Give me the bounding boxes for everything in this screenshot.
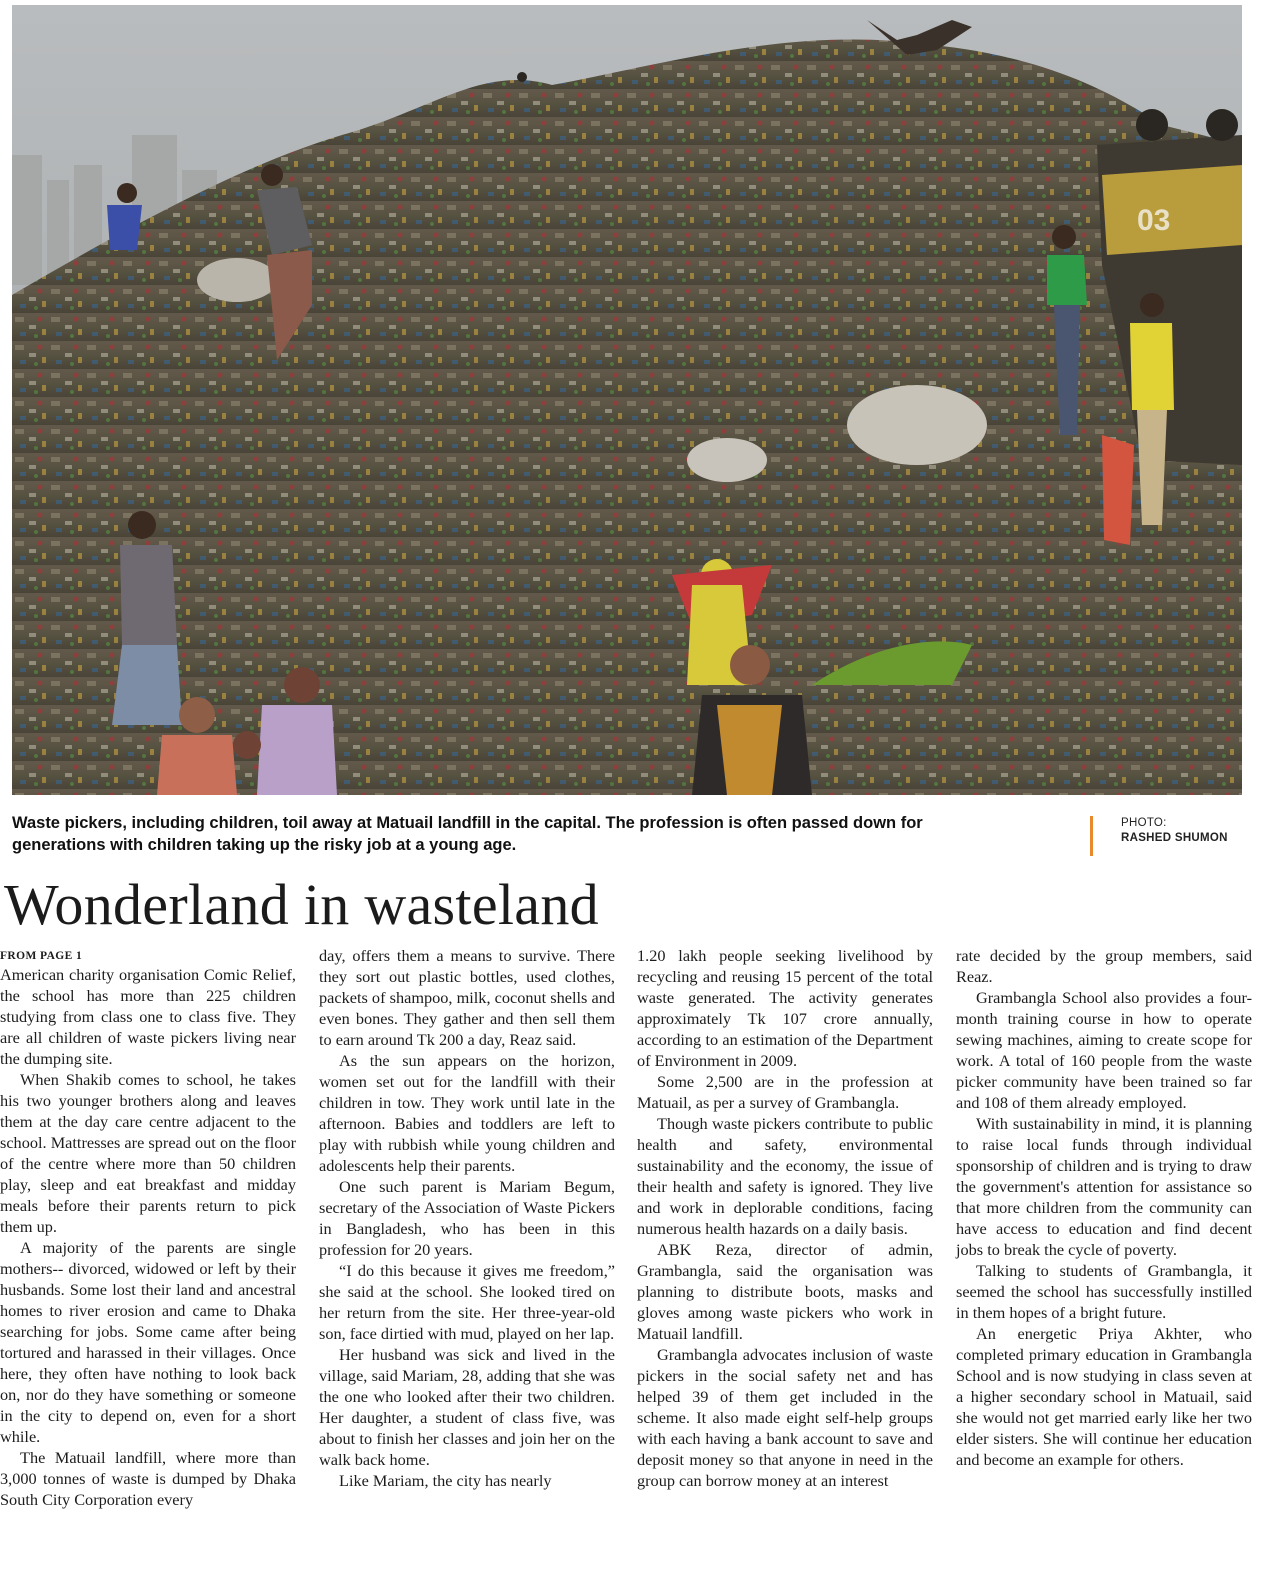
- article-column-1: [0, 948, 296, 1510]
- from-page-label: FROM PAGE 1: [0, 950, 83, 962]
- article-column-4: [956, 945, 1252, 1470]
- photo-credit: [1090, 816, 1228, 856]
- photo-credit-name: RASHED SHUMON: [1121, 832, 1228, 844]
- photo-credit-label: PHOTO:: [1121, 817, 1167, 829]
- paragraph: American charity organisation Comic Relief, the school has more than 225 children studying from class one to class five. They are all children of waste pickers living near the dumping site.: [0, 965, 296, 1068]
- paragraph: Grambangla advocates inclusion of waste pickers in the social safety net and has helped 39 of them get included in the scheme. It also made eight self-help groups with each having a bank account to save and deposit money so that anyone in need in the group can borrow money at an interest: [637, 1345, 933, 1490]
- paragraph: Grambangla School also provides a four-month training course in how to operate sewing machines, aiming to create scope for work. A total of 160 people from the waste picker community have been trained so far and 108 of them already employed.: [956, 988, 1252, 1112]
- svg-text:03: 03: [1137, 204, 1171, 237]
- paragraph: Talking to students of Grambangla, it seemed the school has successfully instilled in them hopes of a bright future.: [956, 1261, 1252, 1322]
- article-column-2: [319, 945, 615, 1491]
- paragraph: Some 2,500 are in the profession at Matuail, as per a survey of Grambangla.: [637, 1072, 933, 1112]
- landfill-photo: [12, 5, 1242, 795]
- paragraph: Though waste pickers contribute to public health and safety, environmental sustainability and the economy, the issue of their health and safety is ignored. They live and work in deplorable conditions, facing numerous health hazards on a daily basis.: [637, 1114, 933, 1238]
- article-headline: Wonderland in wasteland: [4, 872, 599, 937]
- landfill-illustration: [12, 5, 1242, 795]
- paragraph: As the sun appears on the horizon, women set out for the landfill with their children in tow. They work until late in the afternoon. Babies and toddlers are left to play with rubbish while young children and adolescents help their parents.: [319, 1051, 615, 1175]
- paragraph: One such parent is Mariam Begum, secretary of the Association of Waste Pickers in Bangladesh, who has been in this profession for 20 years.: [319, 1177, 615, 1259]
- paragraph: A majority of the parents are single mothers-- divorced, widowed or left by their husbands. Some lost their land and ancestral homes to river erosion and came to Dhaka searching for jobs. Some came after being tortured and harassed in their villages. Once here, they often have nothing to look back on, nor do they have something or someone in the city to depend on, even for a short while.: [0, 1238, 296, 1446]
- paragraph: When Shakib comes to school, he takes his two younger brothers along and leaves them at the day care centre adjacent to the school. Mattresses are spread out on the floor of the centre where more than 50 children play, sleep and eat breakfast and midday meals before their parents return to pick them up.: [0, 1070, 296, 1236]
- paragraph: “I do this because it gives me freedom,” she said at the school. She looked tired on her return from the site. Her three-year-old son, face dirtied with mud, played on her lap.: [319, 1261, 615, 1343]
- paragraph: The Matuail landfill, where more than 3,000 tonnes of waste is dumped by Dhaka South City Corporation every: [0, 1448, 296, 1509]
- photo-caption: Waste pickers, including children, toil away at Matuail landfill in the capital. The profession is often passed down for generations with children taking up the risky job at a young age.: [12, 814, 923, 854]
- paragraph: ABK Reza, director of admin, Grambangla, said the organisation was planning to distribute boots, masks and gloves among waste pickers who work in Matuail landfill.: [637, 1240, 933, 1343]
- article-column-3: [637, 945, 933, 1491]
- paragraph: With sustainability in mind, it is planning to raise local funds through individual sponsorship of children and is trying to draw the government's attention for assistance so that more children from the community can have access to education and find decent jobs to break the cycle of poverty.: [956, 1114, 1252, 1259]
- paragraph: An energetic Priya Akhter, who completed primary education in Grambangla School and is now studying in class seven at a higher secondary school in Matuail, said she would not get married early like her two elder sisters. She will continue her education and become an example for others.: [956, 1324, 1252, 1469]
- paragraph: day, offers them a means to survive. There they sort out plastic bottles, used clothes, packets of shampoo, milk, coconut shells and even bones. They gather and then sell them to earn around Tk 200 a day, Reaz said.: [319, 946, 615, 1049]
- paragraph: Her husband was sick and lived in the village, said Mariam, 28, adding that she was the one who looked after their two children. Her daughter, a student of class five, was about to finish her classes and join her on the walk back home.: [319, 1345, 615, 1469]
- paragraph: Like Mariam, the city has nearly: [339, 1471, 552, 1490]
- paragraph: 1.20 lakh people seeking livelihood by recycling and reusing 15 percent of the total waste generated. The activity generates approximately Tk 107 crore annually, according to an estimation of the Department of Environment in 2009.: [637, 946, 933, 1070]
- paragraph: rate decided by the group members, said Reaz.: [956, 946, 1252, 986]
